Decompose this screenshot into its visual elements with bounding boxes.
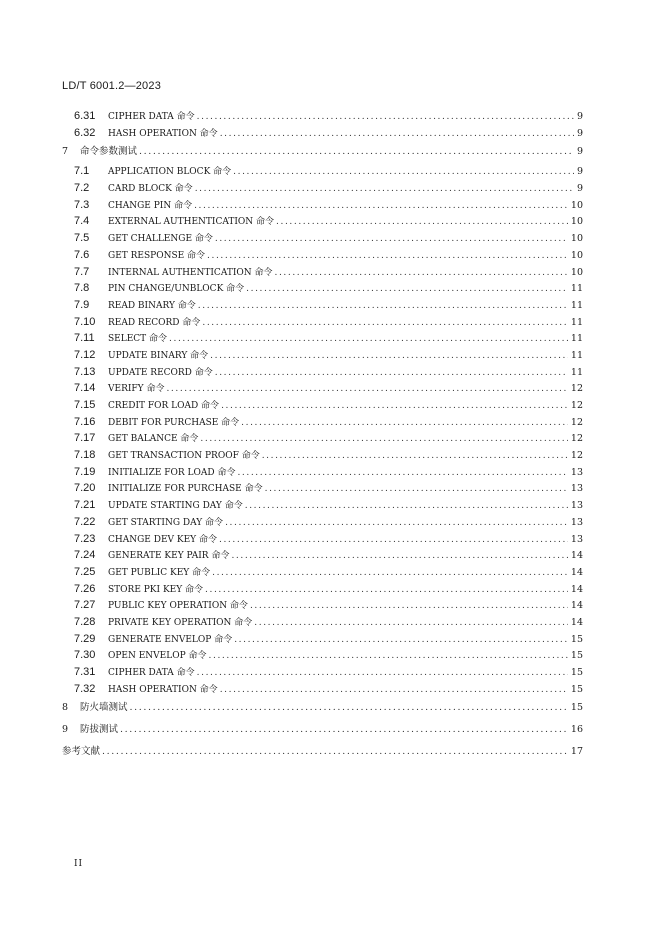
toc-entry-number: 7.29 [74,632,96,645]
toc-entry-number: 7.31 [74,666,96,678]
toc-dot-leader [225,515,568,532]
toc-entry-number: 7.22 [74,515,96,528]
toc-dot-leader [246,281,568,298]
toc-dot-leader [169,331,568,348]
toc-entry[interactable] [62,480,583,497]
toc-entry-number: 7.11 [74,332,95,345]
toc-entry-title: GET RESPONSE 命令 [108,250,206,261]
toc-entry[interactable] [62,330,583,347]
toc-entry-number: 7.6 [74,248,90,261]
toc-entry-number: 7.27 [74,599,96,612]
toc-dot-leader [166,381,567,398]
toc-entry-number: 7.16 [74,415,96,428]
toc-entry-title: DEBIT FOR PURCHASE 命令 [108,417,240,428]
toc-entry-number: 8 [62,702,69,714]
toc-dot-leader [139,141,574,163]
toc-entry[interactable] [62,664,583,681]
toc-entry[interactable] [62,380,583,397]
toc-entry-title: INTERNAL AUTHENTICATION 命令 [108,267,273,278]
toc-entry-number: 7.32 [74,682,96,695]
toc-entry-title: STORE PKI KEY 命令 [108,584,204,595]
toc-entry[interactable] [62,314,583,331]
toc-entry-title: GENERATE KEY PAIR 命令 [108,551,230,562]
toc-dot-leader [102,741,568,763]
toc-entry-number: 7.17 [74,432,96,445]
toc-entry-title: PIN CHANGE/UNBLOCK 命令 [108,284,245,295]
toc-entry[interactable] [62,697,583,719]
toc-dot-leader [254,615,568,632]
toc-entry[interactable] [62,141,583,163]
toc-entry-title: 参考文献 [62,746,101,758]
toc-entry-page: 15 [570,650,583,662]
toc-dot-leader [219,532,568,549]
toc-entry[interactable] [62,547,583,564]
toc-entry[interactable] [62,347,583,364]
toc-entry-number: 7.24 [74,549,96,562]
toc-entry-page: 14 [570,616,583,628]
toc-entry[interactable] [62,397,583,414]
toc-dot-leader [220,682,568,699]
toc-dot-leader [215,365,568,382]
toc-entry-page: 13 [570,466,583,478]
toc-entry[interactable] [62,497,583,514]
toc-entry-number: 6.32 [74,126,96,139]
toc-dot-leader [197,109,574,126]
toc-entry[interactable] [62,631,583,648]
toc-entry-page: 13 [570,500,583,512]
toc-entry-number: 7.13 [74,365,96,378]
toc-entry-page: 11 [570,333,583,345]
toc-dot-leader [221,398,568,415]
toc-dot-leader [245,498,568,515]
toc-entry-page: 10 [570,216,583,228]
table-of-contents [62,108,583,763]
toc-entry[interactable] [62,163,583,180]
toc-entry-number: 7 [62,146,69,158]
toc-entry-page: 15 [570,702,583,714]
toc-entry-number: 7.2 [74,182,90,195]
toc-entry-page: 12 [570,400,583,411]
toc-entry[interactable] [62,464,583,481]
toc-entry-page: 13 [570,533,583,545]
toc-entry-title: SELECT 命令 [108,334,168,345]
toc-entry-page: 17 [570,746,583,758]
toc-entry[interactable] [62,297,583,314]
toc-entry-page: 12 [570,433,583,445]
toc-entry-number: 9 [62,724,69,736]
toc-dot-leader [233,164,574,181]
toc-dot-leader [241,415,568,432]
toc-entry-page: 16 [570,724,583,736]
toc-entry-title: PRIVATE KEY OPERATION 命令 [108,617,253,628]
toc-entry-title: OPEN ENVELOP 命令 [108,651,207,662]
toc-dot-leader [234,632,568,649]
toc-dot-leader [130,697,568,719]
toc-entry-title: APPLICATION BLOCK 命令 [108,167,232,178]
toc-entry-page: 9 [576,127,583,139]
toc-entry-number: 7.12 [74,348,96,361]
toc-dot-leader [220,126,574,143]
toc-entry-title: VERIFY 命令 [108,384,165,395]
toc-entry[interactable] [62,213,583,230]
toc-entry-title: GET CHALLENGE 命令 [108,234,213,245]
toc-dot-leader [207,248,568,265]
toc-entry-page: 13 [570,483,583,495]
toc-entry-title: GET STARTING DAY 命令 [108,517,224,528]
toc-entry[interactable] [62,581,583,598]
toc-entry-title: INITIALIZE FOR PURCHASE 命令 [108,484,263,495]
toc-entry-page: 10 [570,249,583,261]
toc-entry[interactable] [62,514,583,531]
toc-entry-number: 7.14 [74,382,96,395]
toc-dot-leader [212,565,568,582]
toc-dot-leader [200,431,568,448]
toc-dot-leader [265,481,568,498]
toc-entry[interactable] [62,430,583,447]
toc-dot-leader [215,231,568,248]
toc-entry-page: 9 [576,166,583,178]
toc-entry-title: READ BINARY 命令 [108,300,196,311]
toc-entry-title: CIPHER DATA 命令 [108,112,195,122]
toc-entry-page: 15 [570,667,583,678]
toc-entry-number: 7.9 [74,298,90,311]
toc-dot-leader [250,598,568,615]
toc-entry-title: GET BALANCE 命令 [108,434,199,445]
toc-entry-page: 11 [570,283,583,295]
toc-dot-leader [210,348,568,365]
toc-dot-leader [198,298,568,315]
toc-entry-title: 防火墙测试 [80,702,128,714]
toc-dot-leader [197,665,568,682]
toc-dot-leader [231,548,567,565]
toc-entry-number: 7.30 [74,649,96,662]
toc-entry[interactable] [62,247,583,264]
toc-entry-page: 10 [570,199,583,211]
toc-entry-number: 7.3 [74,198,90,211]
toc-entry-title: 命令参数测试 [80,146,138,158]
toc-entry-page: 9 [576,183,583,195]
toc-entry-title: HASH OPERATION 命令 [108,128,218,139]
toc-entry-title: EXTERNAL AUTHENTICATION 命令 [108,217,275,228]
toc-entry-title: UPDATE RECORD 命令 [108,367,213,378]
document-id: LD/T 6001.2—2023 [62,80,162,92]
toc-entry[interactable] [62,280,583,297]
toc-entry-page: 12 [570,450,583,462]
toc-entry[interactable] [62,447,583,464]
toc-entry-number: 7.20 [74,482,96,495]
toc-entry-page: 11 [570,316,583,328]
toc-entry-title: GET PUBLIC KEY 命令 [108,567,211,578]
toc-dot-leader [275,265,568,282]
toc-entry-number: 7.5 [74,232,90,245]
toc-entry-title: UPDATE BINARY 命令 [108,350,209,361]
toc-dot-leader [202,315,568,332]
toc-entry-number: 7.21 [74,499,96,512]
toc-entry-title: HASH OPERATION 命令 [108,684,218,695]
toc-dot-leader [120,719,568,741]
toc-entry-number: 7.10 [74,315,96,328]
toc-entry-title: CHANGE PIN 命令 [108,200,193,211]
toc-entry[interactable] [62,681,583,698]
toc-entry-page: 15 [570,633,583,645]
toc-entry-title: CARD BLOCK 命令 [108,184,193,195]
toc-entry-page: 9 [576,111,583,122]
toc-dot-leader [194,198,568,215]
toc-entry-number: 7.1 [74,165,90,178]
toc-entry[interactable] [62,364,583,381]
toc-entry-number: 7.18 [74,449,96,462]
toc-entry-title: CIPHER DATA 命令 [108,668,195,678]
toc-entry-page: 13 [570,516,583,528]
toc-entry[interactable] [62,180,583,197]
toc-entry-number: 7.4 [74,215,90,228]
toc-entry-title: CREDIT FOR LOAD 命令 [108,401,220,411]
toc-entry-title: READ RECORD 命令 [108,317,201,328]
toc-entry-page: 9 [576,146,583,158]
toc-dot-leader [205,582,568,599]
toc-entry-page: 10 [570,233,583,245]
toc-dot-leader [262,448,568,465]
toc-entry-number: 7.25 [74,565,96,578]
toc-entry[interactable] [62,647,583,664]
toc-entry-number: 7.23 [74,532,96,545]
toc-dot-leader [195,181,574,198]
toc-entry[interactable] [62,125,583,142]
toc-entry-page: 14 [570,550,583,562]
toc-entry-page: 14 [570,583,583,595]
toc-entry-title: GET TRANSACTION PROOF 命令 [108,451,260,462]
toc-entry-title: CHANGE DEV KEY 命令 [108,534,217,545]
toc-entry-number: 7.8 [74,282,90,295]
toc-entry-title: 防拔测试 [80,724,119,736]
toc-entry[interactable] [62,597,583,614]
toc-dot-leader [276,214,568,231]
toc-entry-title: PUBLIC KEY OPERATION 命令 [108,601,248,612]
toc-entry-number: 7.15 [74,399,96,411]
toc-entry-page: 11 [570,349,583,361]
toc-entry-page: 11 [570,366,583,378]
toc-entry-number: 7.7 [74,265,90,278]
toc-entry[interactable] [62,230,583,247]
toc-entry-number: 6.31 [74,110,96,122]
toc-dot-leader [209,648,568,665]
toc-entry-title: GENERATE ENVELOP 命令 [108,634,233,645]
toc-dot-leader [237,465,567,482]
toc-entry-page: 15 [570,683,583,695]
toc-entry-title: INITIALIZE FOR LOAD 命令 [108,467,236,478]
toc-entry-number: 7.26 [74,582,96,595]
toc-entry-number: 7.28 [74,615,96,628]
page-number: II [74,859,84,869]
toc-entry[interactable] [62,197,583,214]
toc-entry-page: 12 [570,383,583,395]
toc-entry[interactable] [62,108,583,125]
toc-entry[interactable] [62,264,583,281]
toc-entry-page: 14 [570,566,583,578]
toc-entry[interactable] [62,564,583,581]
toc-entry-page: 11 [570,299,583,311]
toc-entry-title: UPDATE STARTING DAY 命令 [108,501,243,512]
toc-entry-number: 7.19 [74,465,96,478]
toc-entry[interactable] [62,614,583,631]
toc-entry-page: 14 [570,600,583,612]
toc-entry[interactable] [62,741,583,763]
toc-entry-page: 10 [570,266,583,278]
toc-entry[interactable] [62,719,583,741]
toc-entry[interactable] [62,531,583,548]
toc-entry[interactable] [62,414,583,431]
toc-entry-page: 12 [570,416,583,428]
